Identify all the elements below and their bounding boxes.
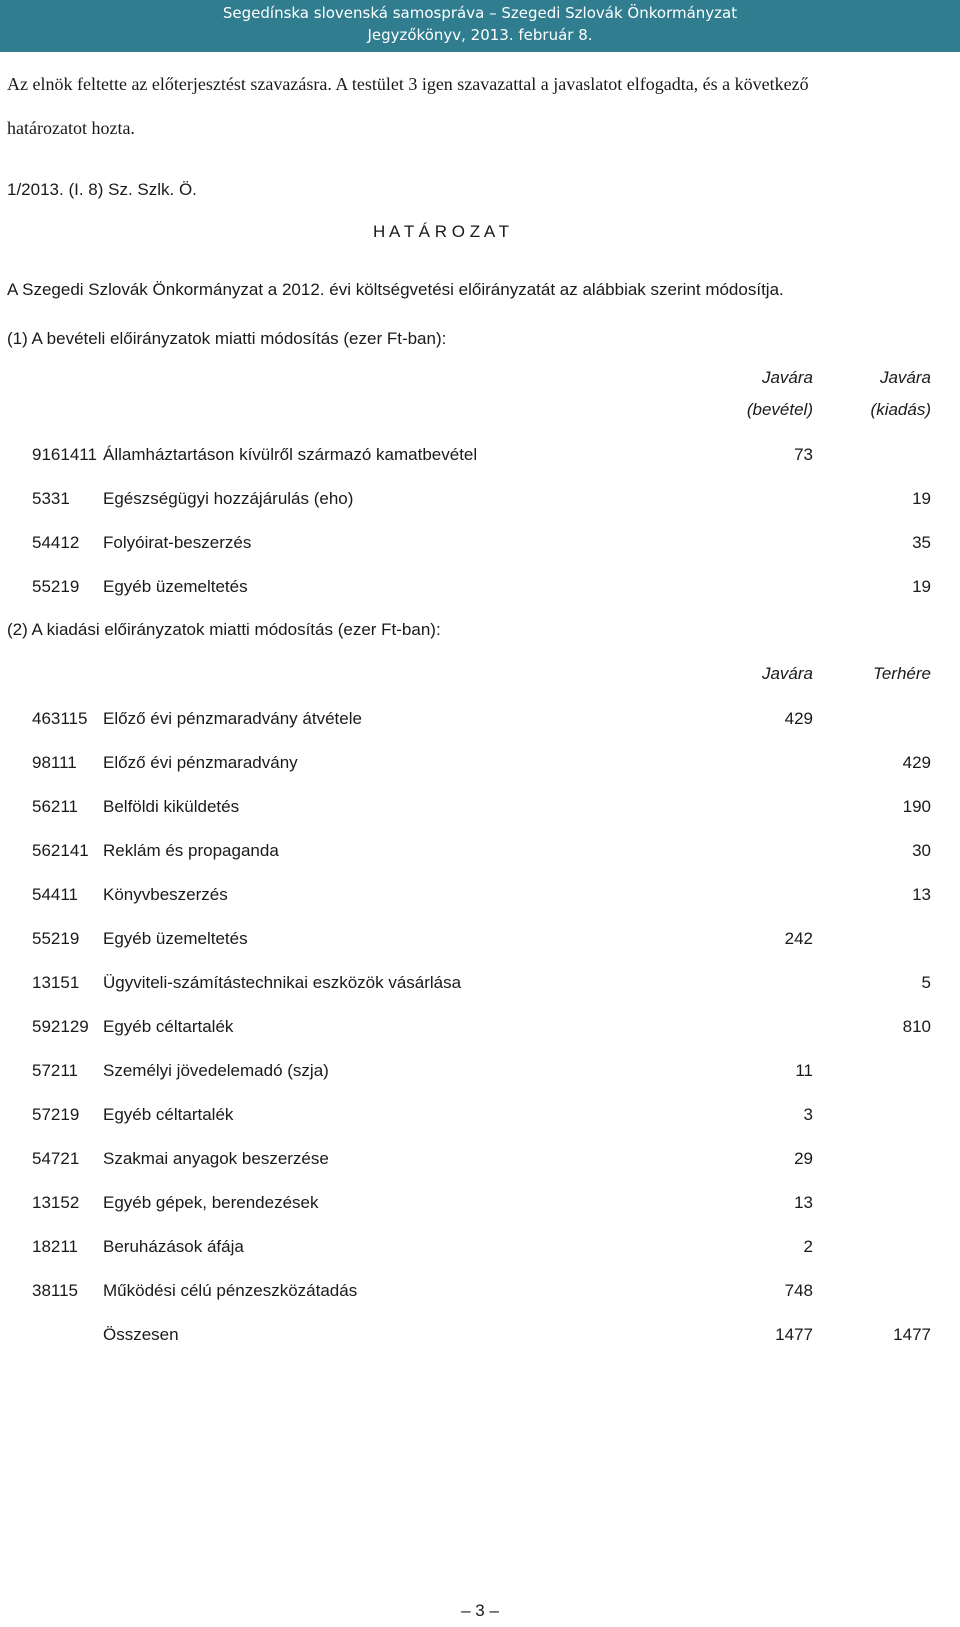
intro-line-2: határozatot hozta.: [7, 118, 135, 138]
row-value-credit: 13: [794, 1193, 813, 1212]
row-value-debit: 30: [912, 841, 931, 860]
row-value-credit: 2: [803, 1237, 813, 1256]
table-row: [0, 533, 960, 557]
table-row: [0, 1149, 960, 1173]
row-code: 57211: [32, 1061, 79, 1080]
table-row: [0, 445, 960, 469]
row-value-debit: 5: [921, 973, 931, 992]
table-row: [0, 1017, 960, 1041]
row-description: Folyóirat-beszerzés: [103, 533, 252, 552]
row-value-debit: 35: [912, 533, 931, 552]
row-value-credit: 11: [795, 1061, 813, 1080]
row-code: 55219: [32, 929, 80, 948]
section2-col2-header: Terhére: [873, 664, 931, 683]
row-description: Előző évi pénzmaradvány átvétele: [103, 709, 362, 728]
row-value-debit: 19: [912, 577, 931, 596]
row-code: 57219: [32, 1105, 80, 1124]
row-code: 13152: [32, 1193, 80, 1212]
table-row: [0, 1061, 960, 1085]
total-debit: 1477: [893, 1325, 931, 1344]
table-row: [0, 1193, 960, 1217]
section2-col1-header: Javára: [761, 664, 813, 683]
row-value-debit: 19: [912, 489, 931, 508]
table-row: [0, 885, 960, 909]
row-description: Egyéb üzemeltetés: [103, 929, 248, 948]
table-row: [0, 577, 960, 601]
row-code: 55219: [32, 577, 80, 596]
table-row: [0, 489, 960, 513]
table-row: [0, 973, 960, 997]
table-row: [0, 797, 960, 821]
header-organization: Segedínska slovenská samospráva – Szegedi Szlovák Önkormányzat: [222, 4, 738, 22]
row-code: 56211: [32, 797, 79, 816]
row-code: 18211: [32, 1237, 79, 1256]
row-description: Egyéb céltartalék: [103, 1017, 234, 1036]
row-code: 38115: [32, 1281, 79, 1300]
total-row: [0, 1325, 960, 1349]
section1-col1-header: Javára: [761, 368, 813, 387]
row-code: 9161411: [32, 445, 97, 464]
row-value-credit: 3: [803, 1105, 813, 1124]
table-row: [0, 753, 960, 777]
row-description: Reklám és propaganda: [103, 841, 279, 860]
row-value-credit: 748: [784, 1281, 813, 1300]
row-description: Államháztartáson kívülről származó kamatbevétel: [103, 445, 478, 464]
intro-line-1: Az elnök feltette az előterjesztést szavazásra. A testület 3 igen szavazattal a javaslatot elfogadta, és a következő: [7, 74, 809, 94]
table-row: [0, 1281, 960, 1305]
row-description: Működési célú pénzeszközátadás: [103, 1281, 358, 1300]
row-code: 54721: [32, 1149, 80, 1168]
row-code: 54412: [32, 533, 80, 552]
table-row: [0, 841, 960, 865]
row-code: 463115: [32, 709, 88, 728]
row-code: 98111: [32, 753, 77, 772]
row-description: Személyi jövedelemadó (szja): [103, 1061, 329, 1080]
table-row: [0, 1105, 960, 1129]
row-description: Előző évi pénzmaradvány: [103, 753, 298, 772]
row-code: 5331: [32, 489, 70, 508]
resolution-number: 1/2013. (I. 8) Sz. Szlk. Ö.: [7, 180, 197, 199]
section2-title: (2) A kiadási előirányzatok miatti módosítás (ezer Ft-ban):: [7, 620, 441, 639]
resolution-statement: A Szegedi Szlovák Önkormányzat a 2012. évi költségvetési előirányzatát az alábbiak szerint módosítja.: [7, 280, 784, 299]
row-description: Könyvbeszerzés: [103, 885, 228, 904]
row-description: Egyéb céltartalék: [103, 1105, 234, 1124]
row-value-debit: 810: [902, 1017, 931, 1036]
page-number: – 3 –: [461, 1601, 499, 1620]
document-header: [0, 0, 960, 52]
row-value-credit: 29: [794, 1149, 813, 1168]
row-description: Beruházások áfája: [103, 1237, 244, 1256]
header-minutes-date: Jegyzőkönyv, 2013. február 8.: [367, 26, 593, 44]
row-value-credit: 242: [784, 929, 813, 948]
row-description: Egyéb gépek, berendezések: [103, 1193, 319, 1212]
row-value-debit: 429: [902, 753, 931, 772]
row-code: 54411: [32, 885, 79, 904]
total-credit: 1477: [775, 1325, 813, 1344]
row-description: Szakmai anyagok beszerzése: [103, 1149, 329, 1168]
table-row: [0, 709, 960, 733]
section1-title: (1) A bevételi előirányzatok miatti módosítás (ezer Ft-ban):: [7, 329, 447, 348]
row-description: Egyéb üzemeltetés: [103, 577, 248, 596]
table-row: [0, 929, 960, 953]
resolution-title: H A T Á R O Z A T: [373, 222, 510, 241]
row-code: 592129: [32, 1017, 89, 1036]
section1-col2-subheader: (kiadás): [870, 400, 931, 419]
row-description: Ügyviteli-számítástechnikai eszközök vásárlása: [103, 973, 462, 992]
section1-col2-header: Javára: [879, 368, 931, 387]
section1-col1-subheader: (bevétel): [746, 400, 813, 419]
total-label: Összesen: [103, 1325, 179, 1344]
row-description: Egészségügyi hozzájárulás (eho): [103, 489, 354, 508]
row-value-credit: 429: [784, 709, 813, 728]
row-value-debit: 190: [902, 797, 931, 816]
row-code: 13151: [32, 973, 80, 992]
row-value-debit: 13: [912, 885, 931, 904]
table-row: [0, 1237, 960, 1261]
row-description: Belföldi kiküldetés: [103, 797, 240, 816]
row-code: 562141: [32, 841, 89, 860]
row-value-credit: 73: [794, 445, 813, 464]
